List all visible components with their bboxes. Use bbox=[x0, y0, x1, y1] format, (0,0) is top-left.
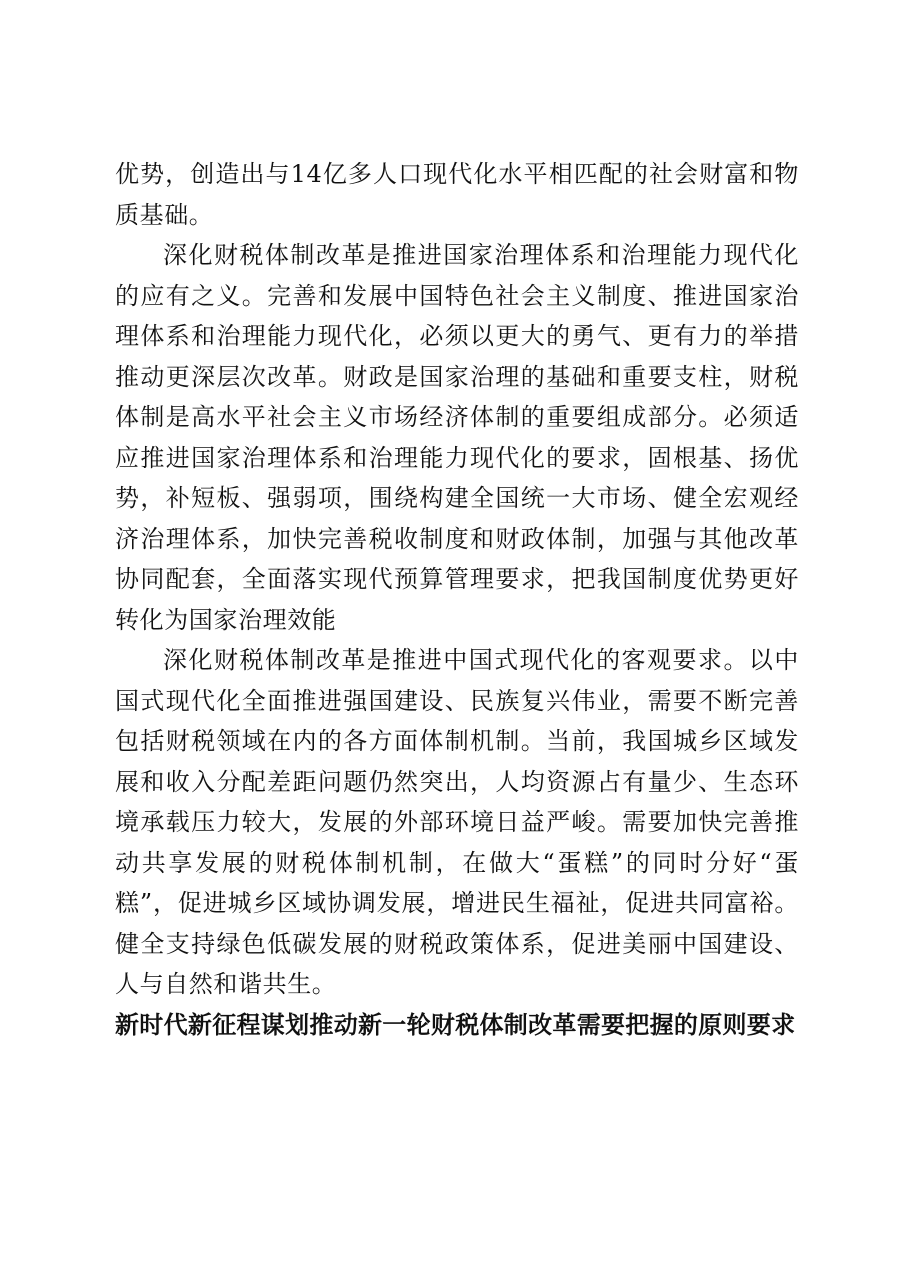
paragraph-governance-modernization: 深化财税体制改革是推进国家治理体系和治理能力现代化的应有之义。完善和发展中国特色社会主义制度、推进国家治理体系和治理能力现代化，必须以更大的勇气、更有力的举措推动更深层次改革。财政是国家治理的基础和重要支柱，财税体制是高水平社会主义市场经济体制的重要组成部分。必须适应推进国家治理体系和治理能力现代化的要求，固根基、扬优势，补短板、强弱项，围绕构建全国统一大市场、健全宏观经济治理体系，加快完善税收制度和财政体制，加强与其他改革协同配套，全面落实现代预算管理要求，把我国制度优势更好转化为国家治理效能 bbox=[115, 241, 799, 634]
section-heading: 新时代新征程谋划推动新一轮财税体制改革需要把握的原则要求 bbox=[115, 1009, 796, 1039]
document-body bbox=[115, 154, 799, 1045]
paragraph-continuation: 优势，创造出与14亿多人口现代化水平相匹配的社会财富和物质基础。 bbox=[115, 160, 799, 229]
paragraph-chinese-modernization: 深化财税体制改革是推进中国式现代化的客观要求。以中国式现代化全面推进强国建设、民族复兴伟业，需要不断完善包括财税领域在内的各方面体制机制。当前，我国城乡区域发展和收入分配差距问题仍然突出，人均资源占有量少、生态环境承载压力较大，发展的外部环境日益严峻。需要加快完善推动共享发展的财税体制机制，在做大“蛋糕”的同时分好“蛋糕”，促进城乡区域协调发展，增进民生福祉，促进共同富裕。健全支持绿色低碳发展的财税政策体系，促进美丽中国建设、人与自然和谐共生。 bbox=[115, 646, 799, 998]
